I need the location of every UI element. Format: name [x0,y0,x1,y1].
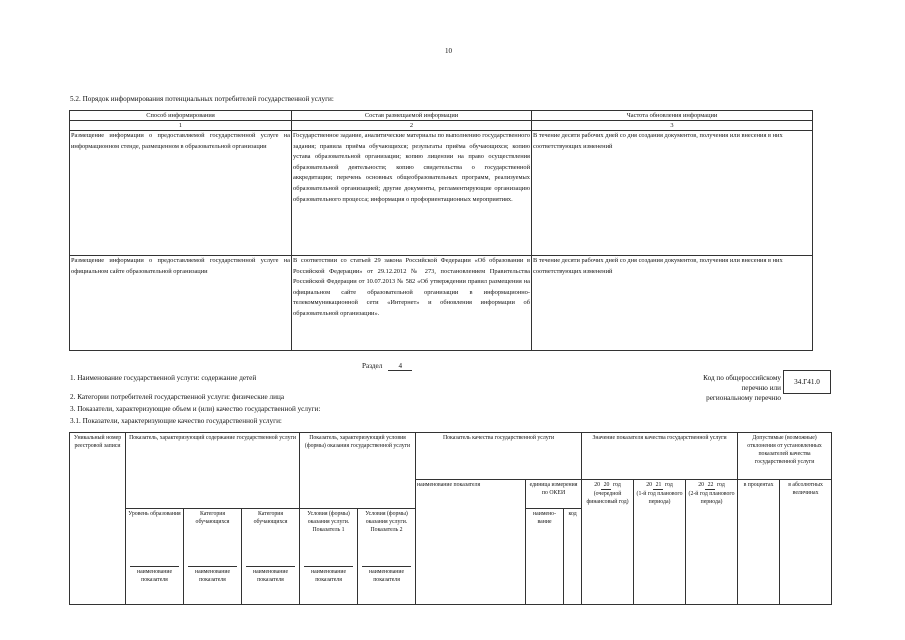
indicators-line: 3. Показатели, характеризующие объем и (или) качество государственной услуги: [70,405,321,413]
okpd-label: Код по общероссийскому перечню или региональному перечню [703,374,781,402]
year2-header: 20 21 год (1-й год планового периода) [634,479,686,604]
sub-col-level: Уровень образования наименование показателя [126,508,184,604]
section-5-2-title: 5.2. Порядок информирования потенциальных потребителей государственной услуги: [70,95,334,103]
col-number: 2 [292,121,532,131]
table-row [70,131,813,256]
unit-code-header: код [564,508,582,604]
content-cell: В соответствии со статьей 29 закона Российской Федерации «Об образовании в Российской Федерации» от 29.12.2012 № 273, постановлением Правительства Российской Федерации от 10.07.2013 № 582 «Об утверждении правил размещения на официальном сайте образовательной организации в информационно-телекоммуникационной сети «Интернет» и обновления информации об образовательной организации». [292,256,532,351]
quality-indicators-line: 3.1. Показатели, характеризующие качество государственной услуги: [70,417,282,425]
table-row [70,256,813,351]
conditions-indicator-header: Показатель, характеризующий условия (формы) оказания государственной услуги [300,433,416,480]
frequency-cell: В течение десяти рабочих дней со дня создания документов, получения или внесения в них соответствующих изменений [532,131,813,256]
unit-header: единица измерения по ОКЕИ [526,479,582,508]
value-indicator-header: Значение показателя качества государственной услуги [582,433,738,480]
content-cell: Государственное задание, аналитические материалы по выполнению государственного задания; правила приёма обучающихся; результаты приёма обучающихся; копию устава образовательной организации; копию лицензии на право осуществления образовательной деятельности; копию свидетельства о государственной аккредитации; перечень основных общеобразовательных программ, реализуемых образовательной организацией; другие документы, регламентирующие организацию образовательного процесса; информация о профориентационных мероприятиях. [292,131,532,256]
quality-table [69,432,832,605]
header-frequency: Частота обновления информации [532,111,813,121]
informing-table [69,110,813,351]
col-number: 3 [532,121,813,131]
absolute-header: в абсолютных величинах [780,479,832,604]
col-number: 1 [70,121,292,131]
year3-header: 20 22 год (2-й год планового периода) [686,479,738,604]
sub-col-condition-2: Условия (формы) оказания услуги. Показатель 2 наименование показателя [358,508,416,604]
frequency-cell: В течение десяти рабочих дней со дня создания документов, получения или внесения в них соответствующих изменений [532,256,813,351]
okpd-code-box: 34.Г41.0 [783,370,831,394]
header-method: Способ информирования [70,111,292,121]
sub-col-condition-1: Условия (формы) оказания услуги. Показатель 1 наименование показателя [300,508,358,604]
quality-indicator-header: Показатель качества государственной услуги [416,433,582,480]
unit-name-header: наимено-вание [526,508,564,604]
header-content: Состав размещаемой информации [292,111,532,121]
razdel-label: Раздел [362,362,383,370]
consumer-category-line: 2. Категории потребителей государственной услуги: физические лица [70,393,285,401]
indicator-name-header: наименование показателя [416,479,526,604]
service-name-line: 1. Наименование государственной услуги: содержание детей [70,374,257,382]
unique-number-header: Уникальный номер реестровой записи [70,433,126,605]
percent-header: в процентах [738,479,780,604]
sub-col-category: Категория обучающихся наименование показателя [184,508,242,604]
page-number: 10 [445,47,452,55]
razdel-heading [362,362,412,371]
razdel-number: 4 [388,362,412,371]
content-indicator-header: Показатель, характеризующий содержание государственной услуги [126,433,300,480]
year1-header: 20 20 год (очередной финансовый год) [582,479,634,604]
sub-col-category: Категория обучающихся наименование показателя [242,508,300,604]
deviation-header: Допустимые (возможные) отклонения от установленных показателей качества государственной услуги [738,433,832,480]
method-cell: Размещение информации о предоставляемой государственной услуге на официальном сайте образовательной организации [70,256,292,351]
method-cell: Размещение информации о предоставляемой государственной услуге на информационном стенде, размещенном в образовательной организации [70,131,292,256]
